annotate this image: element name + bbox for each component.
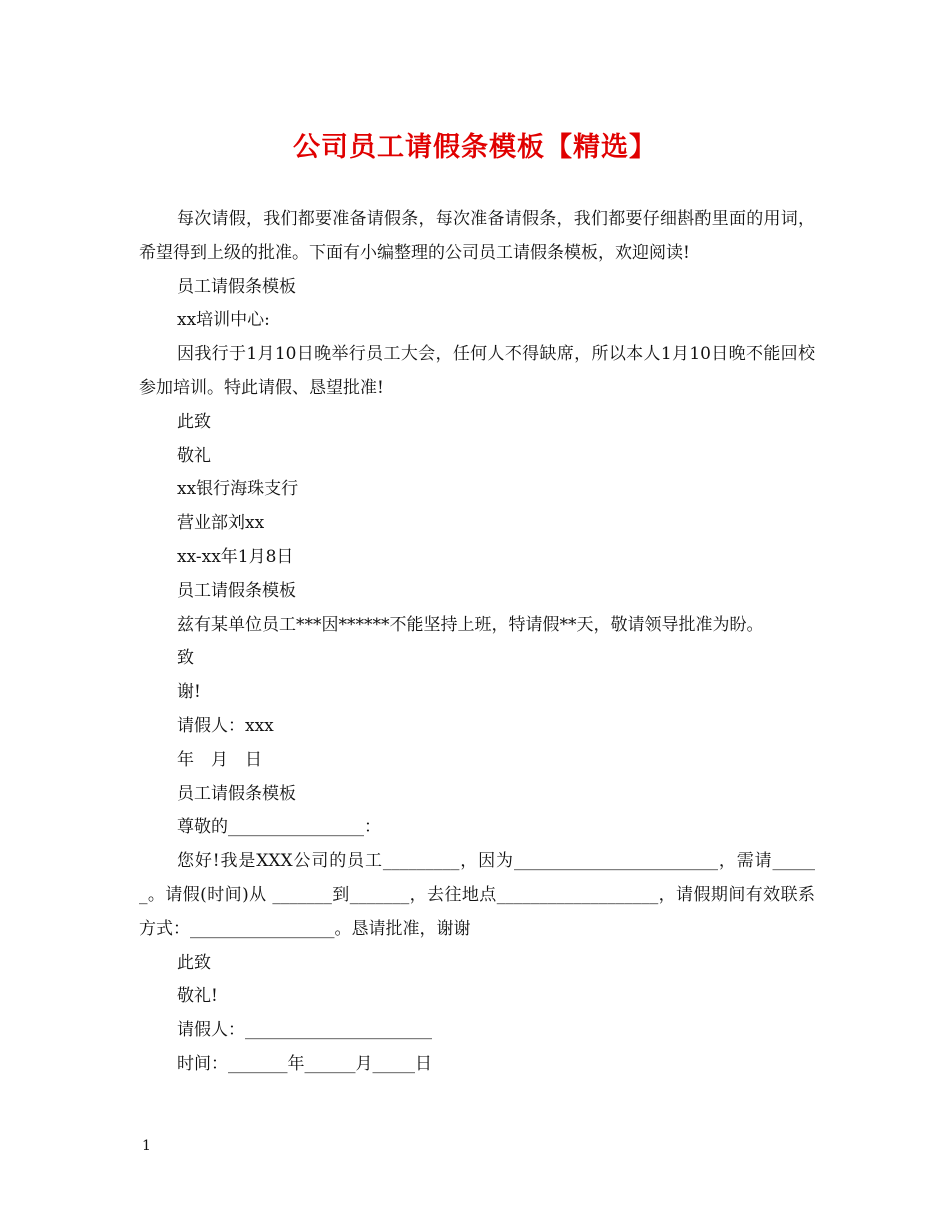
letter-body: 您好!我是XXX公司的员工_________，因为________________________，需请______。请假(时间)从 _______到_______，去往地点___________________，请假期间有效联系方式：_________________。恳请批准，谢谢 [139,851,815,939]
letter-closing: 此致 [177,952,211,973]
page-number: 1 [142,1138,151,1154]
letter-recipient: xx培训中心: [177,310,270,331]
document-title: 公司员工请假条模板【精选】 [293,132,657,163]
letter-organization: xx银行海珠支行 [177,479,299,500]
letter-signer: 请假人：xxx [177,715,274,736]
letter-salutation: 敬礼 [177,445,211,466]
paragraph-intro: 每次请假，我们都要准备请假条，每次准备请假条，我们都要仔细斟酌里面的用词，希望得到上级的批准。下面有小编整理的公司员工请假条模板，欢迎阅读! [139,209,815,263]
letter-date: xx-xx年1月8日 [177,546,294,567]
section-heading: 员工请假条模板 [177,276,296,297]
letter-signer: 营业部刘xx [177,513,265,534]
letter-closing: 此致 [177,411,211,432]
section-heading: 员工请假条模板 [177,580,296,601]
letter-signer: 请假人：______________________ [177,1020,432,1041]
letter-closing: 致 [177,648,194,669]
letter-salutation: 敬礼! [177,986,218,1007]
letter-date: 年 月 日 [177,749,262,770]
section-heading: 员工请假条模板 [177,783,296,804]
letter-date: 时间：_______年______月_____日 [177,1053,432,1074]
letter-salutation: 谢! [177,682,201,703]
letter-body: 兹有某单位员工***因******不能坚持上班，特请假**天，敬请领导批准为盼。 [177,614,764,635]
document-body [139,203,815,1082]
letter-body: 因我行于1月10日晚举行员工大会，任何人不得缺席，所以本人1月10日晚不能回校参加培训。特此请假、恳望批准! [139,344,815,398]
letter-recipient: 尊敬的________________： [177,817,381,838]
